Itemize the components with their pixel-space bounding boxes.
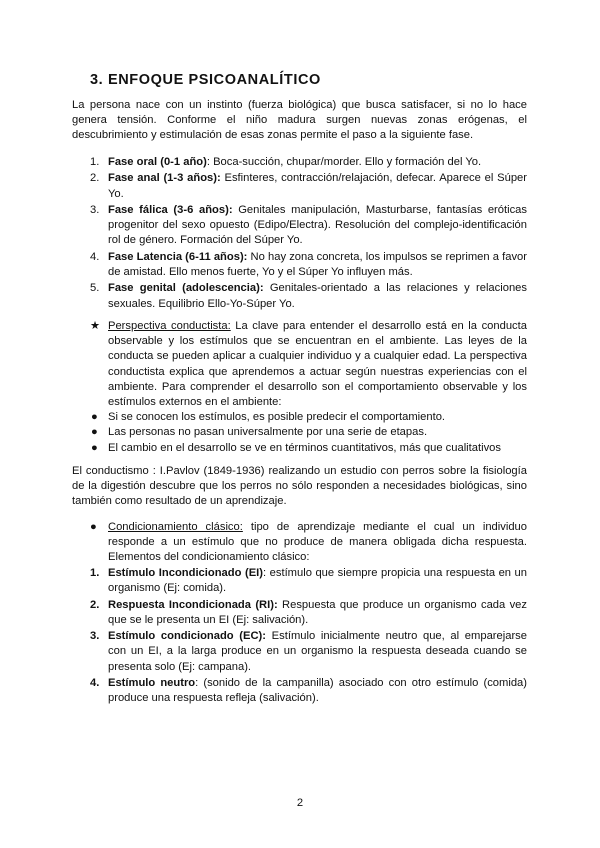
bullet-text: Si se conocen los estímulos, es posible predecir el comportamiento.	[108, 411, 446, 424]
conditioning-section	[90, 520, 527, 566]
list-number: 1.	[90, 156, 100, 168]
list-item	[90, 281, 527, 311]
list-number: 2.	[90, 598, 100, 611]
list-item	[90, 203, 527, 249]
item-term: Estímulo neutro	[108, 676, 196, 689]
bullet-icon: ●	[91, 411, 98, 424]
phases-list	[90, 155, 527, 313]
page-number: 2	[296, 797, 304, 809]
list-item	[90, 171, 527, 201]
list-item	[90, 676, 527, 706]
list-item	[90, 441, 527, 456]
list-item	[90, 629, 527, 675]
phase-term: Fase Latencia (6-11 años):	[108, 250, 248, 263]
star-icon: ★	[90, 320, 101, 332]
item-text: : estímulo que siempre propicia una respuesta en un organismo (Ej: comida).	[108, 567, 527, 595]
behaviorism-text: La clave para entender el desarrollo está en la conducta observable y los estímulos que se encuentran en el ambiente. Las leyes de la conducta se pueden aplicar a cualquier individuo y a cualquier edad. La perspectiva conductista explica que aprendemos a actuar según nuestras experiencias con el ambiente. Para comprender el desarrollo son el comportamiento observable y los estímulos externos en el ambiente:	[108, 320, 527, 409]
behaviorism-section	[90, 319, 527, 456]
bullet-icon: ●	[90, 521, 97, 533]
list-item	[90, 598, 527, 628]
behaviorism-label: Perspectiva conductista:	[108, 320, 231, 332]
conditioning-list	[90, 566, 527, 708]
list-item	[90, 566, 527, 596]
phase-term: Fase anal (1-3 años):	[108, 172, 221, 185]
list-item	[90, 250, 527, 280]
item-text: Estímulo inicialmente neutro que, al emparejarse con un EI, a la larga produce en un organismo la respuesta deseada cuando se presenta solo (Ej: campana).	[108, 630, 527, 673]
phase-text: Esfinteres, contracción/relajación, defecar. Aparece el Súper Yo.	[108, 172, 527, 200]
phase-text: Genitales manipulación, Masturbarse, fantasías eróticas progenitor del sexo opuesto (Edipo/Electra). Resolución del complejo-identificación rol de género. Formación del Súper Yo.	[108, 203, 527, 247]
section-number: 3.	[90, 72, 104, 88]
item-term: Respuesta Incondicionada (RI):	[108, 598, 278, 611]
pavlov-paragraph: El conductismo : I.Pavlov (1849-1936) realizando un estudio con perros sobre la fisiología de la digestión descubre que los perros no sólo responden a necesidades biológicas, sino también como resultado de un aprendizaje.	[72, 465, 527, 508]
conditioning-label: Condicionamiento clásico:	[108, 521, 243, 533]
conditioning-text: tipo de aprendizaje mediante el cual un individuo responde a un estímulo que no produce de manera obligada dicha respuesta. Elementos del condicionamiento clásico:	[108, 521, 527, 564]
item-term: Estímulo Incondicionado (EI)	[108, 567, 263, 579]
item-term: Estímulo condicionado (EC):	[108, 630, 267, 643]
list-item	[90, 155, 527, 170]
list-number: 3.	[90, 630, 100, 643]
bullet-icon: ●	[91, 441, 98, 454]
phase-term: Fase fálica (3-6 años):	[108, 203, 233, 216]
phase-term: Fase genital (adolescencia):	[108, 282, 264, 295]
behaviorism-paragraph	[90, 319, 527, 410]
phase-term: Fase oral (0-1 año)	[108, 156, 207, 168]
bullet-text: Las personas no pasan universalmente por una serie de etapas.	[108, 426, 428, 439]
bullet-text: El cambio en el desarrollo se ve en términos cuantitativos, más que cualitativos	[108, 441, 501, 454]
phase-text: No hay zona concreta, los impulsos se reprimen a favor de amistad. Ello menos fuerte, Yo y el Súper Yo influyen más.	[108, 250, 527, 278]
section-heading	[90, 72, 321, 88]
intro-paragraph: La persona nace con un instinto (fuerza biológica) que busca satisfacer, si no lo hace genera tensión. Conforme el niño madura surgen nuevas zonas erógenas, el descubrimiento y estimulación de esas zonas permite el paso a la siguiente fase.	[72, 99, 527, 142]
phase-text: : Boca-succión, chupar/morder. Ello y formación del Yo.	[206, 156, 482, 168]
item-text: : (sonido de la campanilla) asociado con otro estímulo (comida) produce una respuesta refleja (salivación).	[108, 676, 527, 705]
list-number: 3.	[90, 203, 100, 216]
conditioning-paragraph	[90, 520, 527, 566]
phase-text: Genitales-orientado a las relaciones y relaciones sexuales. Equilibrio Ello-Yo-Súper Yo.	[108, 282, 527, 310]
list-number: 1.	[90, 567, 100, 579]
item-text: Respuesta que produce un organismo cada vez que se le presenta un EI (Ej: salivación).	[108, 598, 528, 626]
list-number: 4.	[90, 676, 100, 689]
bullet-icon: ●	[91, 426, 98, 439]
list-item	[90, 410, 527, 425]
section-title: ENFOQUE PSICOANALÍTICO	[107, 72, 321, 88]
list-item	[90, 425, 527, 440]
list-number: 5.	[90, 282, 100, 295]
list-number: 4.	[90, 250, 100, 263]
list-number: 2.	[90, 172, 100, 185]
